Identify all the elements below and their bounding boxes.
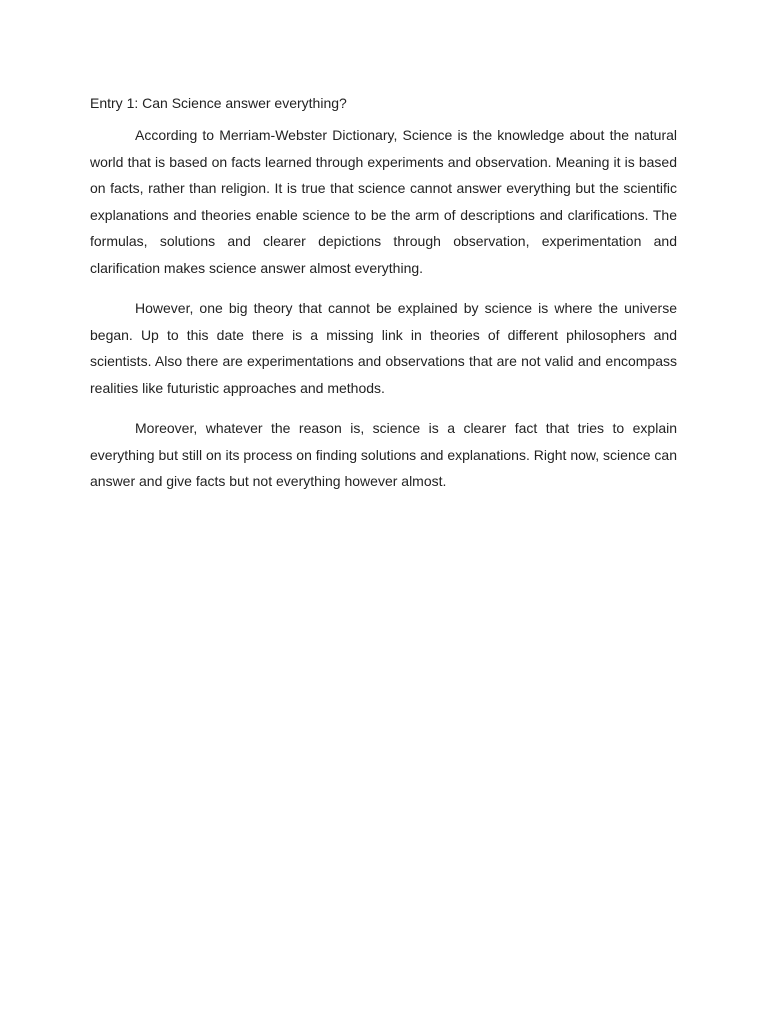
paragraph-1: According to Merriam-Webster Dictionary, Science is the knowledge about the natural world that is based on facts learned through experiments and observation. Meaning it is based on facts, rather than religion. It is true that science cannot answer everything but the scientific explanations and theories enable science to be the arm of descriptions and clarifications. The formulas, solutions and clearer depictions through observation, experimentation and clarification makes science answer almost everything.	[90, 127, 677, 276]
entry-title: Entry 1: Can Science answer everything?	[90, 95, 347, 111]
paragraph-2: However, one big theory that cannot be explained by science is where the universe began. Up to this date there is a missing link in theories of different philosophers and scientists. Also there are experimentations and observations that are not valid and encompass realities like futuristic approaches and methods.	[90, 300, 677, 396]
paragraph-3: Moreover, whatever the reason is, science is a clearer fact that tries to explain everything but still on its process on finding solutions and explanations. Right now, science can answer and give facts but not everything however almost.	[90, 420, 677, 489]
document-body	[90, 92, 677, 509]
